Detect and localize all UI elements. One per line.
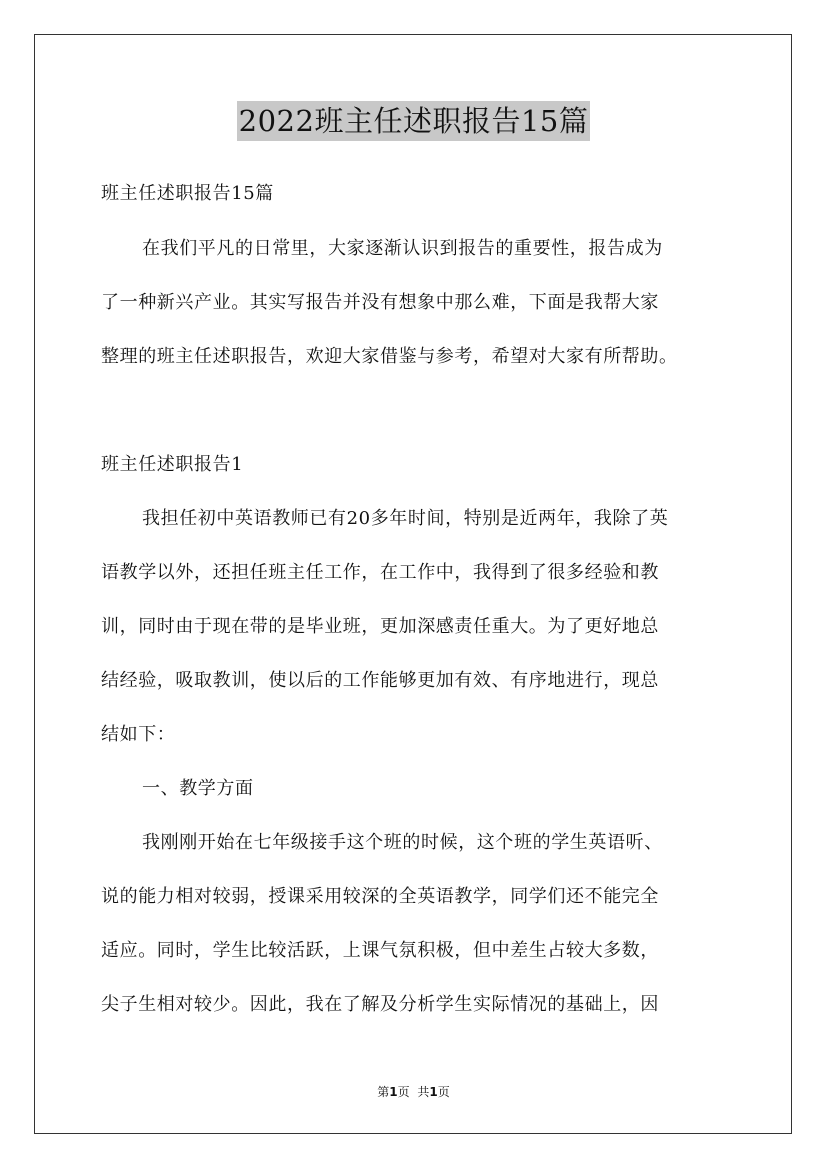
footer-total-pages: 1 — [429, 1085, 438, 1099]
para1-line-4: 结经验，吸取教训，使以后的工作能够更加有效、有序地进行，现总 — [101, 670, 659, 691]
intro-line-2: 了一种新兴产业。其实写报告并没有想象中那么难，下面是我帮大家 — [101, 292, 659, 313]
intro-line-1: 在我们平凡的日常里，大家逐渐认识到报告的重要性，报告成为 — [142, 238, 663, 259]
para2-line-2: 说的能力相对较弱，授课采用较深的全英语教学，同学们还不能完全 — [101, 886, 659, 907]
title-container — [0, 101, 827, 141]
footer-total-suffix: 页 — [437, 1085, 450, 1099]
footer-prefix: 第 — [377, 1085, 390, 1099]
para1-line-2: 语教学以外，还担任班主任工作，在工作中，我得到了很多经验和教 — [101, 562, 659, 583]
para2-line-1: 我刚刚开始在七年级接手这个班的时候，这个班的学生英语听、 — [142, 832, 663, 853]
document-subtitle: 班主任述职报告15篇 — [101, 183, 274, 204]
document-title: 2022班主任述职报告15篇 — [237, 101, 591, 141]
para1-line-3: 训，同时由于现在带的是毕业班，更加深感责任重大。为了更好地总 — [101, 616, 659, 637]
footer-total-prefix: 共 — [417, 1085, 430, 1099]
para1-line-1: 我担任初中英语教师已有20多年时间，特别是近两年，我除了英 — [142, 508, 669, 529]
intro-line-3: 整理的班主任述职报告，欢迎大家借鉴与参考，希望对大家有所帮助。 — [101, 346, 678, 367]
subheading: 一、教学方面 — [142, 778, 254, 799]
section-heading: 班主任述职报告1 — [101, 454, 244, 475]
footer-page-suffix: 页 — [397, 1085, 410, 1099]
para2-line-4: 尖子生相对较少。因此，我在了解及分析学生实际情况的基础上，因 — [101, 994, 659, 1015]
para2-line-3: 适应。同时，学生比较活跃，上课气氛积极，但中差生占较大多数， — [101, 940, 659, 961]
footer-page-number: 1 — [389, 1085, 398, 1099]
para1-line-5: 结如下： — [101, 724, 176, 745]
page-footer — [0, 1084, 827, 1100]
